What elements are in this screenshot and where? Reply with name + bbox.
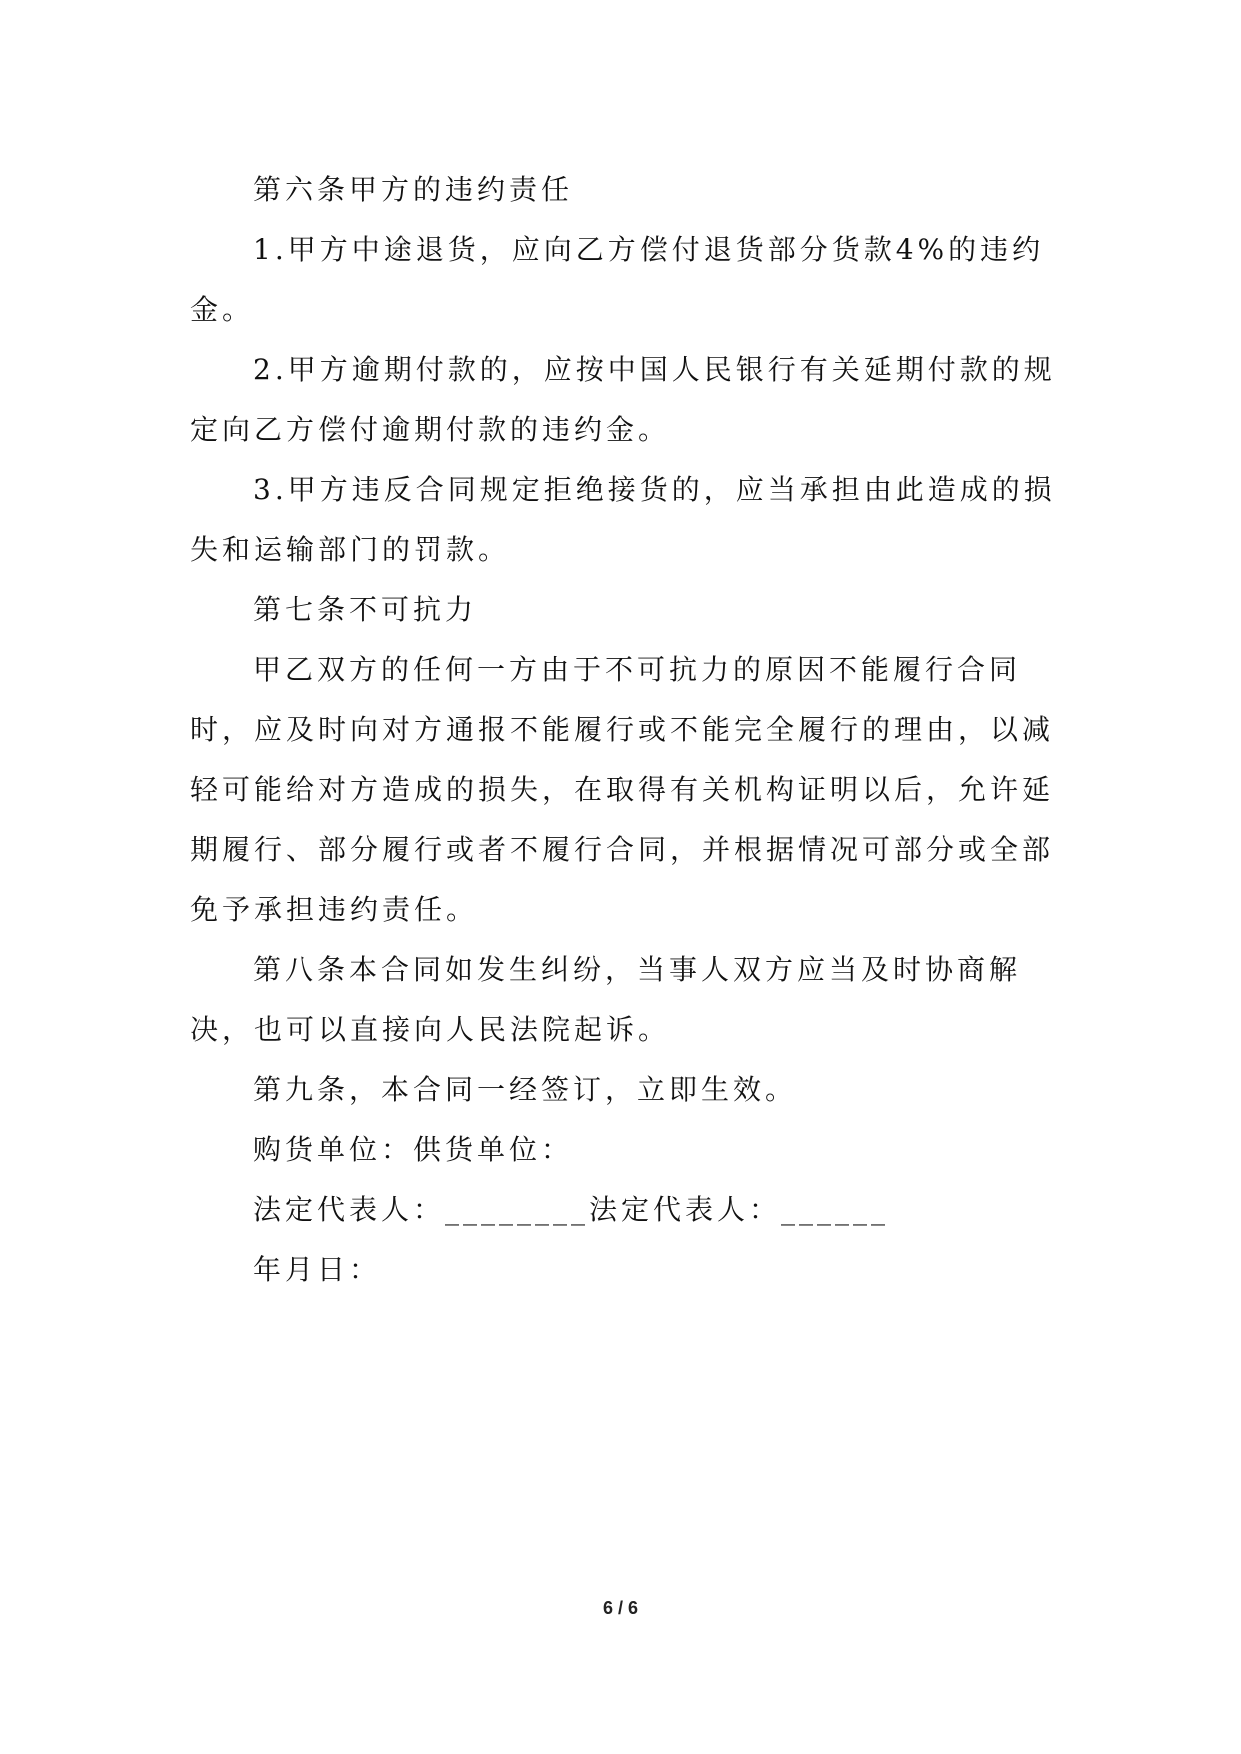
- article-8-body: 第八条本合同如发生纠纷，当事人双方应当及时协商解决，也可以直接向人民法院起诉。: [190, 953, 1022, 1046]
- page-number: 6 / 6: [602, 1598, 639, 1618]
- representatives-line: 法定代表人：________法定代表人：______: [253, 1193, 890, 1226]
- article-6-clause-2: 2.甲方逾期付款的，应按中国人民银行有关延期付款的规定向乙方偿付逾期付款的违约金。: [190, 353, 1056, 446]
- parties-line: 购货单位：供货单位：: [253, 1133, 574, 1166]
- document-body: [190, 160, 1070, 1300]
- date-line: 年月日：: [253, 1253, 382, 1286]
- article-9-body: 第九条，本合同一经签订，立即生效。: [253, 1073, 798, 1106]
- article-6-heading: 第六条甲方的违约责任: [253, 173, 574, 206]
- article-6-clause-3: 3.甲方违反合同规定拒绝接货的，应当承担由此造成的损失和运输部门的罚款。: [190, 473, 1056, 566]
- article-7-heading: 第七条不可抗力: [253, 593, 478, 626]
- article-6-clause-1: 1.甲方中途退货，应向乙方偿付退货部分货款4%的违约金。: [190, 233, 1045, 326]
- article-7-body: 甲乙双方的任何一方由于不可抗力的原因不能履行合同时，应及时向对方通报不能履行或不能完全履行的理由，以减轻可能给对方造成的损失，在取得有关机构证明以后，允许延期履行、部分履行或者不履行合同，并根据情况可部分或全部免予承担违约责任。: [190, 653, 1055, 926]
